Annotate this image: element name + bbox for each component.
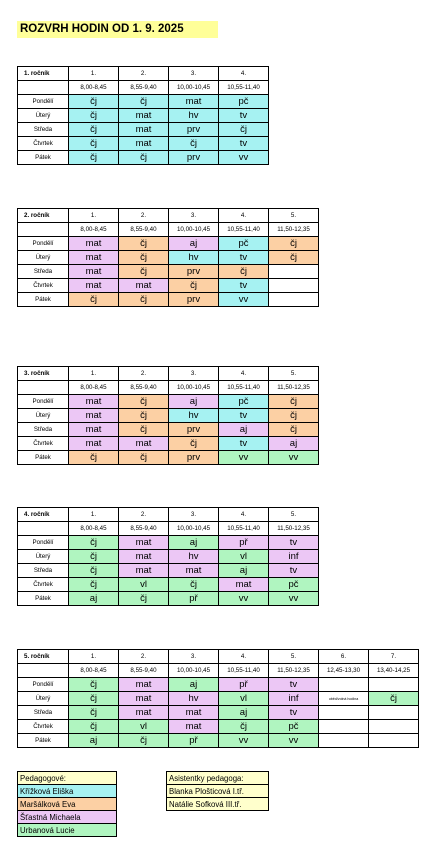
day-row [18,151,269,165]
lesson-time: 11,50-12,35 [269,381,319,395]
lesson-time: 8,00-8,45 [69,664,119,678]
subject-cell: pč [219,95,269,109]
day-row [18,95,269,109]
period-number: 1. [69,367,119,381]
subject-cell: př [219,536,269,550]
day-row [18,293,319,307]
lesson-time: 8,55-9,40 [119,664,169,678]
subject-cell: mat [69,237,119,251]
grade-label: 5. ročník [18,650,69,664]
subject-cell: čj [219,123,269,137]
day-label: Pondělí [18,237,69,251]
day-label: Pondělí [18,95,69,109]
subject-cell: vv [219,734,269,748]
period-header-row [18,209,319,223]
time-row [18,522,319,536]
empty-subject-cell [369,734,419,748]
empty-subject-cell [269,293,319,307]
day-row [18,536,319,550]
legend-row [167,798,269,811]
subject-cell: aj [269,437,319,451]
day-row [18,409,319,423]
subject-cell: pč [219,237,269,251]
empty-subject-cell [319,720,369,734]
subject-cell: mat [119,536,169,550]
day-row [18,734,419,748]
legend-name: Šťastná Michaela [18,811,117,824]
period-header-row [18,508,319,522]
empty-subject-cell [369,706,419,720]
legend-name: Maršálková Eva [18,798,117,811]
subject-cell: vv [219,293,269,307]
lesson-time: 8,00-8,45 [69,223,119,237]
period-number: 3. [169,650,219,664]
subject-cell: př [219,678,269,692]
day-label: Pondělí [18,395,69,409]
day-row [18,395,319,409]
subject-cell: oběd/volná hodina [319,692,369,706]
subject-cell: hv [169,109,219,123]
legend-row [18,785,117,798]
day-label: Úterý [18,409,69,423]
lesson-time: 10,00-10,45 [169,522,219,536]
subject-cell: mat [69,423,119,437]
lesson-time: 10,55-11,40 [219,81,269,95]
subject-cell: aj [69,592,119,606]
subject-cell: tv [269,678,319,692]
legend-name: Natálie Sofková III.tř. [167,798,269,811]
lesson-time: 10,00-10,45 [169,223,219,237]
day-label: Úterý [18,109,69,123]
period-number: 4. [219,209,269,223]
subject-cell: vl [119,720,169,734]
empty-subject-cell [269,265,319,279]
empty-cell [18,381,69,395]
subject-cell: mat [119,109,169,123]
day-label: Úterý [18,692,69,706]
day-row [18,123,269,137]
legend-row [18,824,117,837]
subject-cell: tv [219,409,269,423]
subject-cell: čj [119,293,169,307]
subject-cell: čj [69,678,119,692]
day-row [18,451,319,465]
subject-cell: aj [69,734,119,748]
subject-cell: čj [169,578,219,592]
subject-cell: prv [169,423,219,437]
period-number: 5. [269,650,319,664]
day-label: Pátek [18,592,69,606]
subject-cell: čj [119,451,169,465]
subject-cell: inf [269,692,319,706]
subject-cell: čj [119,95,169,109]
subject-cell: aj [169,536,219,550]
day-row [18,578,319,592]
day-row [18,251,319,265]
subject-cell: tv [219,437,269,451]
period-number: 1. [69,650,119,664]
subject-cell: aj [219,423,269,437]
period-number: 7. [369,650,419,664]
time-row [18,381,319,395]
subject-cell: mat [119,123,169,137]
subject-cell: aj [219,706,269,720]
lesson-time: 11,50-12,35 [269,223,319,237]
subject-cell: pč [269,578,319,592]
legend-heading: Pedagogové: [18,772,117,785]
subject-cell: čj [169,279,219,293]
time-row [18,664,419,678]
lesson-time: 10,55-11,40 [219,664,269,678]
lesson-time: 8,55-9,40 [119,81,169,95]
day-row [18,109,269,123]
period-number: 3. [169,67,219,81]
day-row [18,137,269,151]
day-row [18,678,419,692]
subject-cell: čj [219,265,269,279]
time-row [18,81,269,95]
day-row [18,423,319,437]
legend-row [18,798,117,811]
lesson-time: 8,00-8,45 [69,81,119,95]
period-number: 4. [219,650,269,664]
subject-cell: čj [119,734,169,748]
subject-cell: aj [169,678,219,692]
subject-cell: mat [219,578,269,592]
empty-subject-cell [269,279,319,293]
day-label: Čtvrtek [18,279,69,293]
day-row [18,592,319,606]
day-row [18,720,419,734]
period-number: 1. [69,209,119,223]
subject-cell: čj [119,592,169,606]
day-row [18,692,419,706]
period-header-row [18,650,419,664]
grade-label: 4. ročník [18,508,69,522]
subject-cell: mat [69,251,119,265]
day-row [18,564,319,578]
period-number: 5. [269,209,319,223]
subject-cell: čj [69,109,119,123]
day-label: Středa [18,423,69,437]
subject-cell: čj [69,536,119,550]
subject-cell: mat [169,720,219,734]
lesson-time: 8,55-9,40 [119,223,169,237]
subject-cell: mat [69,409,119,423]
period-number: 3. [169,209,219,223]
subject-cell: prv [169,123,219,137]
subject-cell: prv [169,265,219,279]
empty-cell [18,522,69,536]
grade-label: 3. ročník [18,367,69,381]
subject-cell: vv [219,151,269,165]
day-label: Pondělí [18,536,69,550]
day-label: Středa [18,265,69,279]
day-label: Pátek [18,151,69,165]
subject-cell: čj [69,137,119,151]
subject-cell: tv [219,251,269,265]
period-number: 3. [169,367,219,381]
subject-cell: mat [69,395,119,409]
period-number: 1. [69,67,119,81]
timetable-grade-1 [17,66,269,165]
subject-cell: mat [119,706,169,720]
subject-cell: čj [119,423,169,437]
subject-cell: čj [69,123,119,137]
lesson-time: 13,40-14,25 [369,664,419,678]
day-label: Čtvrtek [18,437,69,451]
subject-cell: mat [119,564,169,578]
subject-cell: mat [119,137,169,151]
timetable-grade-3 [17,366,319,465]
subject-cell: čj [119,395,169,409]
lesson-time: 10,00-10,45 [169,664,219,678]
subject-cell: prv [169,451,219,465]
subject-cell: mat [69,279,119,293]
subject-cell: čj [119,237,169,251]
subject-cell: čj [69,564,119,578]
period-number: 2. [119,209,169,223]
subject-cell: čj [119,151,169,165]
legend-heading: Asistentky pedagoga: [167,772,269,785]
subject-cell: tv [269,564,319,578]
lesson-time: 8,00-8,45 [69,381,119,395]
subject-cell: čj [69,720,119,734]
subject-cell: pč [219,395,269,409]
subject-cell: vv [269,451,319,465]
subject-cell: čj [69,550,119,564]
day-row [18,265,319,279]
subject-cell: tv [269,706,319,720]
legend-name: Blanka Plošticová I.tř. [167,785,269,798]
subject-cell: mat [119,550,169,564]
subject-cell: čj [69,692,119,706]
lesson-time: 11,50-12,35 [269,664,319,678]
day-row [18,550,319,564]
subject-cell: inf [269,550,319,564]
lesson-time: 10,00-10,45 [169,81,219,95]
lesson-time: 10,00-10,45 [169,381,219,395]
period-number: 2. [119,367,169,381]
subject-cell: vv [269,592,319,606]
subject-cell: čj [119,409,169,423]
period-number: 3. [169,508,219,522]
subject-cell: čj [269,395,319,409]
legend-name: Urbanová Lucie [18,824,117,837]
period-number: 2. [119,650,169,664]
day-label: Pátek [18,734,69,748]
period-number: 4. [219,508,269,522]
subject-cell: čj [269,409,319,423]
day-label: Pátek [18,451,69,465]
subject-cell: vl [119,578,169,592]
subject-cell: tv [269,536,319,550]
subject-cell: čj [119,251,169,265]
day-label: Čtvrtek [18,137,69,151]
subject-cell: mat [69,265,119,279]
timetable-grade-2 [17,208,319,307]
day-row [18,279,319,293]
period-number: 5. [269,367,319,381]
subject-cell: čj [169,437,219,451]
lesson-time: 8,55-9,40 [119,381,169,395]
lesson-time: 11,50-12,35 [269,522,319,536]
timetable-grade-5 [17,649,419,748]
page-title: ROZVRH HODIN OD 1. 9. 2025 [17,21,218,38]
grade-label: 1. ročník [18,67,69,81]
subject-cell: čj [269,237,319,251]
subject-cell: hv [169,409,219,423]
legend-header-row [18,772,117,785]
day-row [18,706,419,720]
empty-subject-cell [319,706,369,720]
day-label: Pondělí [18,678,69,692]
empty-subject-cell [369,720,419,734]
grade-label: 2. ročník [18,209,69,223]
legend-header-row [167,772,269,785]
empty-subject-cell [319,734,369,748]
subject-cell: čj [69,293,119,307]
subject-cell: čj [69,151,119,165]
subject-cell: vl [219,550,269,564]
subject-cell: hv [169,550,219,564]
subject-cell: čj [269,251,319,265]
empty-cell [18,81,69,95]
period-number: 6. [319,650,369,664]
subject-cell: čj [269,423,319,437]
day-row [18,237,319,251]
subject-cell: prv [169,293,219,307]
period-number: 4. [219,67,269,81]
period-number: 4. [219,367,269,381]
period-number: 1. [69,508,119,522]
lesson-time: 10,55-11,40 [219,223,269,237]
period-number: 2. [119,508,169,522]
subject-cell: tv [219,109,269,123]
subject-cell: mat [169,564,219,578]
empty-subject-cell [319,678,369,692]
day-row [18,437,319,451]
period-number: 5. [269,508,319,522]
subject-cell: hv [169,251,219,265]
lesson-time: 10,55-11,40 [219,381,269,395]
subject-cell: prv [169,151,219,165]
subject-cell: př [169,592,219,606]
day-label: Úterý [18,251,69,265]
legend-row [167,785,269,798]
lesson-time: 8,00-8,45 [69,522,119,536]
period-number: 2. [119,67,169,81]
day-label: Středa [18,706,69,720]
day-label: Čtvrtek [18,720,69,734]
period-header-row [18,367,319,381]
subject-cell: čj [369,692,419,706]
lesson-time: 12,45-13,30 [319,664,369,678]
subject-cell: čj [69,706,119,720]
subject-cell: mat [69,437,119,451]
empty-cell [18,223,69,237]
subject-cell: mat [169,95,219,109]
subject-cell: čj [219,720,269,734]
subject-cell: tv [219,137,269,151]
subject-cell: mat [119,692,169,706]
day-label: Úterý [18,550,69,564]
timetable-grade-4 [17,507,319,606]
day-label: Čtvrtek [18,578,69,592]
subject-cell: mat [119,279,169,293]
subject-cell: vv [269,734,319,748]
subject-cell: mat [119,678,169,692]
day-label: Středa [18,564,69,578]
empty-cell [18,664,69,678]
subject-cell: čj [169,137,219,151]
subject-cell: vv [219,451,269,465]
subject-cell: čj [69,578,119,592]
assistants-legend [166,771,269,811]
subject-cell: aj [169,237,219,251]
legend-name: Křížková Eliška [18,785,117,798]
teachers-legend [17,771,117,837]
legend-row [18,811,117,824]
day-label: Pátek [18,293,69,307]
lesson-time: 10,55-11,40 [219,522,269,536]
subject-cell: mat [119,437,169,451]
subject-cell: čj [69,451,119,465]
subject-cell: aj [169,395,219,409]
subject-cell: vl [219,692,269,706]
subject-cell: vv [219,592,269,606]
subject-cell: čj [69,95,119,109]
subject-cell: čj [119,265,169,279]
day-label: Středa [18,123,69,137]
subject-cell: mat [169,706,219,720]
subject-cell: aj [219,564,269,578]
subject-cell: tv [219,279,269,293]
time-row [18,223,319,237]
empty-subject-cell [369,678,419,692]
lesson-time: 8,55-9,40 [119,522,169,536]
subject-cell: pč [269,720,319,734]
period-header-row [18,67,269,81]
subject-cell: př [169,734,219,748]
subject-cell: hv [169,692,219,706]
